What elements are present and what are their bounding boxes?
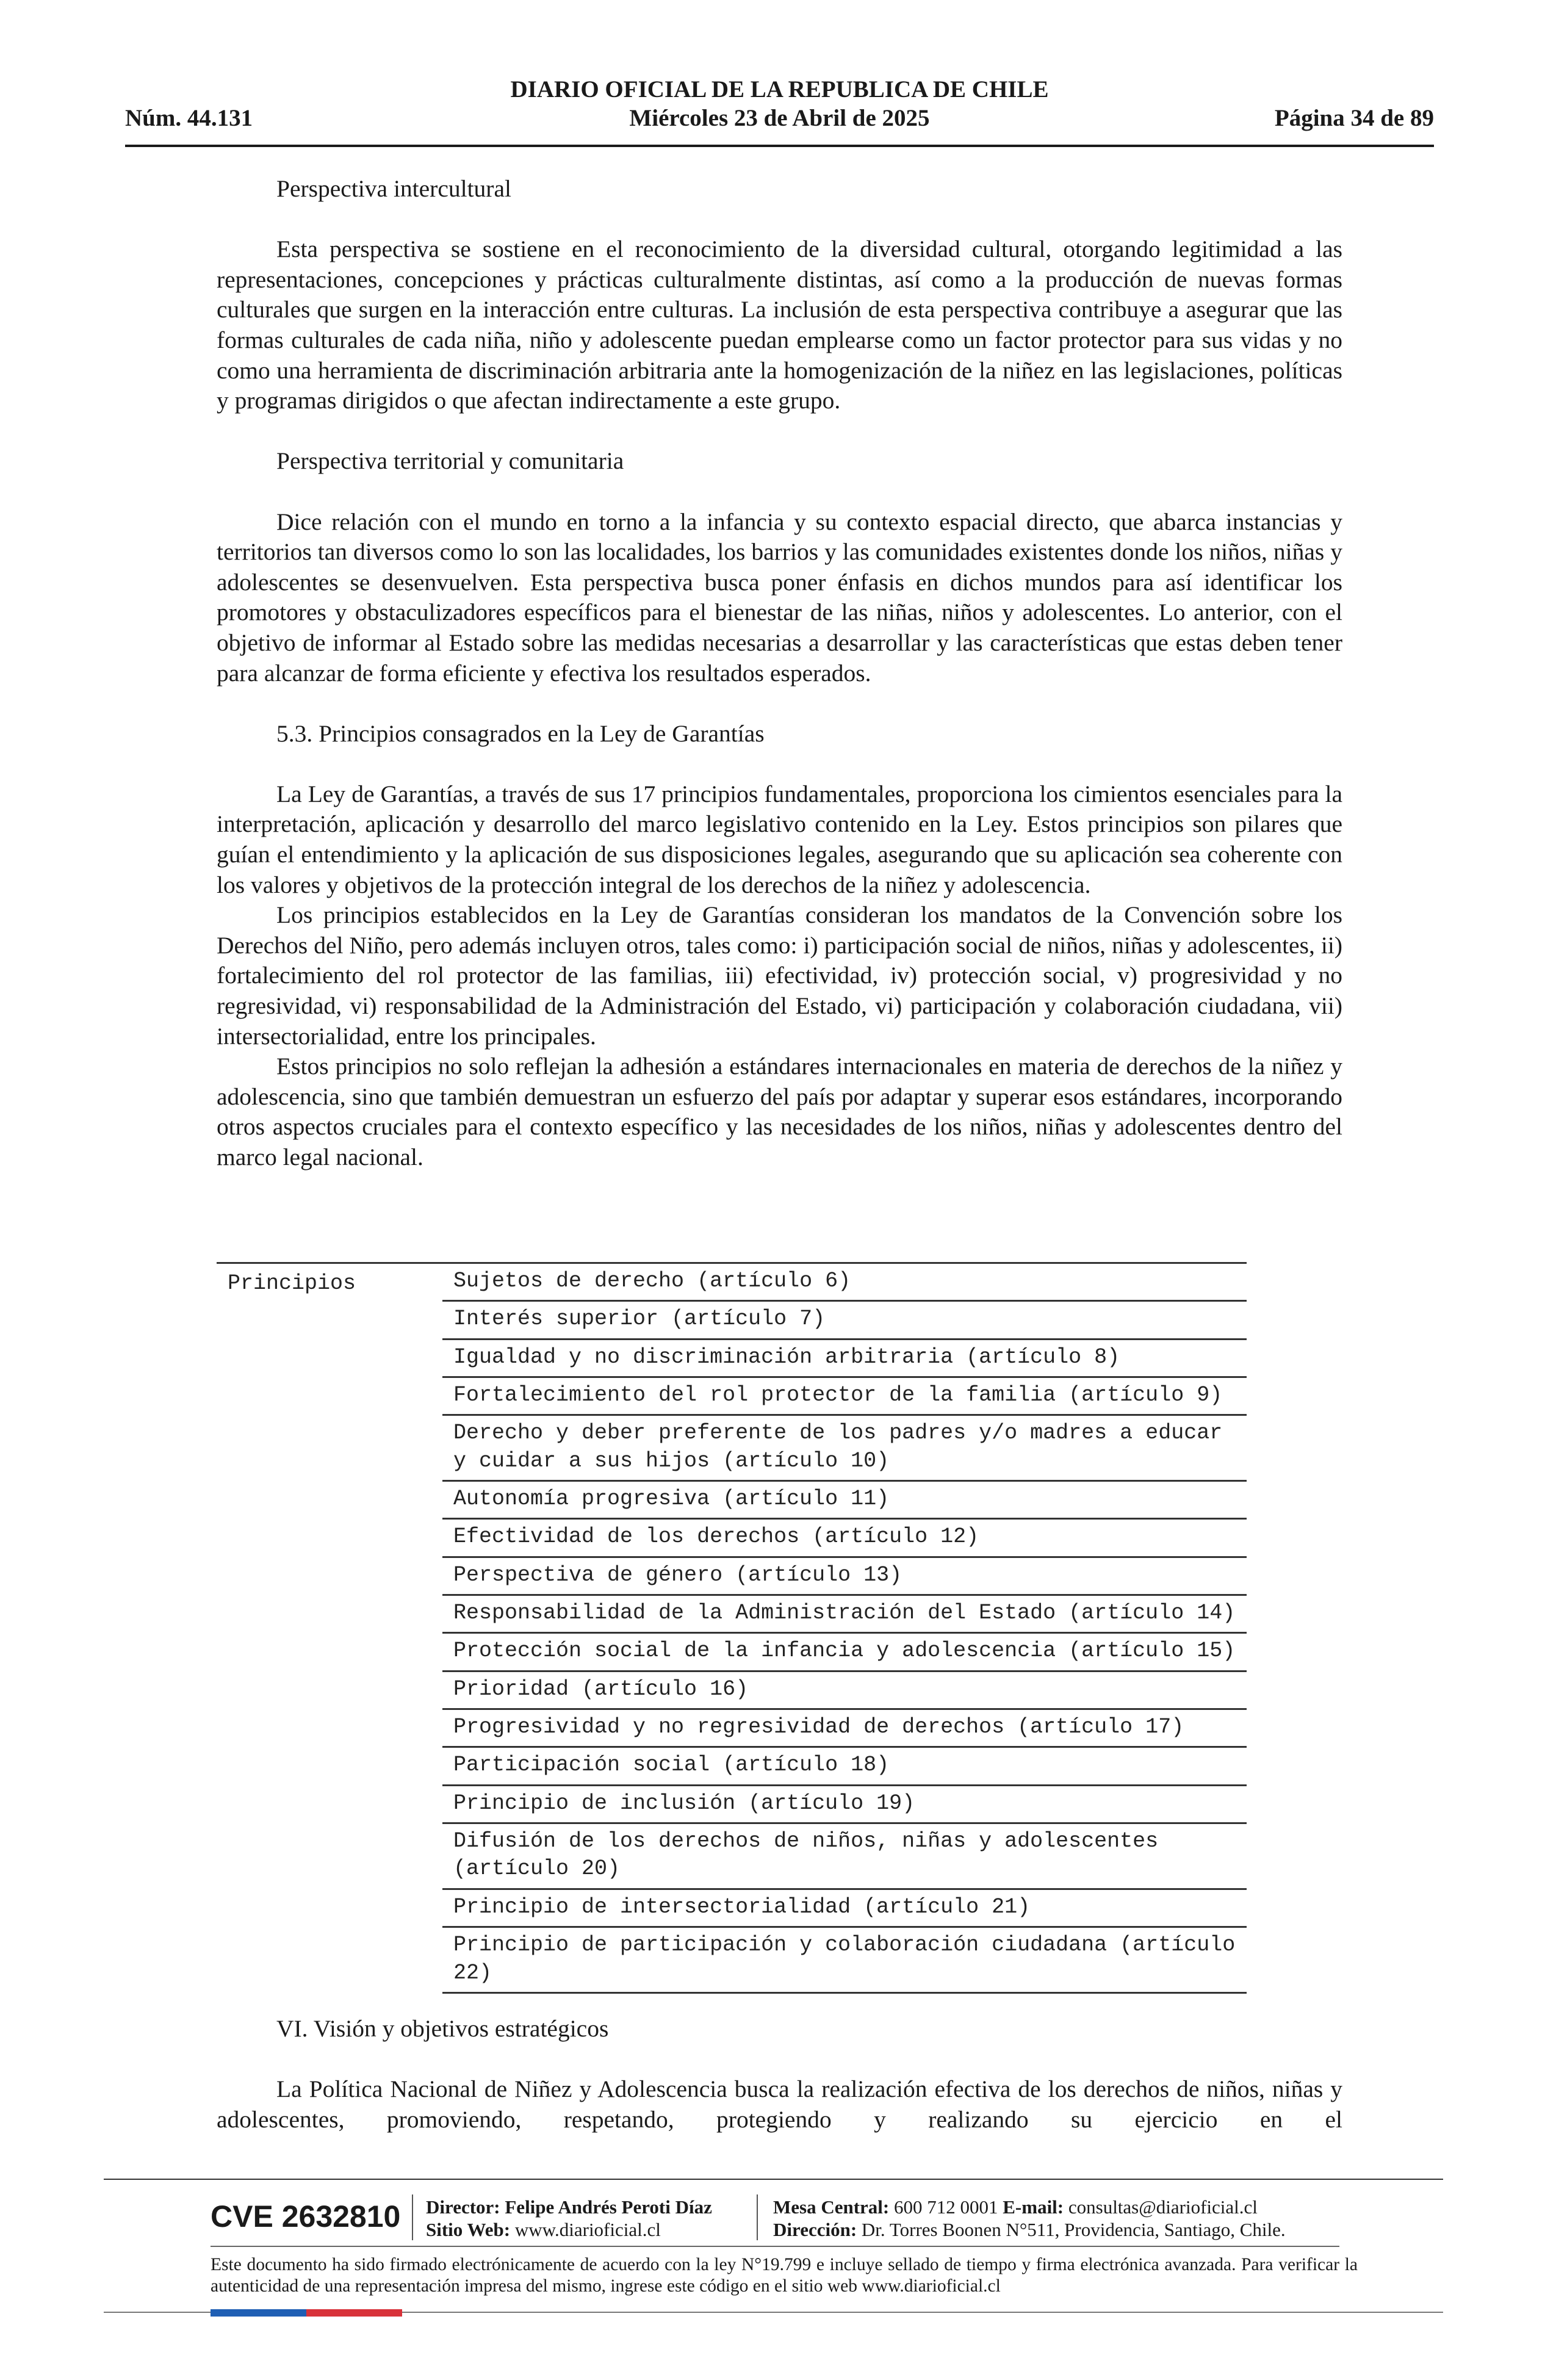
- table-row: Autonomía progresiva (artículo 11): [442, 1482, 1247, 1520]
- table-row: Responsabilidad de la Administración del Estado (artículo 14): [442, 1596, 1247, 1634]
- paragraph-principios-1: La Ley de Garantías, a través de sus 17 principios fundamentales, proporciona los cimientos esenciales para la interpretación, aplicación y desarrollo del marco legislativo contenido en la Ley. Estos principios son pilares que guían el entendimiento y la aplicación de sus disposiciones legales, asegurando que su aplicación sea coherente con los valores y objetivos de la protección integral de los derechos de la niñez y adolescencia.: [217, 780, 1342, 898]
- table-row: Fortalecimiento del rol protector de la familia (artículo 9): [442, 1378, 1247, 1416]
- mesa-phone: 600 712 0001: [894, 2196, 998, 2218]
- email-link[interactable]: consultas@diarioficial.cl: [1068, 2196, 1258, 2218]
- table-row: Derecho y deber preferente de los padres y/o madres a educar y cuidar a sus hijos (artículo 10): [442, 1416, 1247, 1482]
- heading-intercultural: Perspectiva intercultural: [276, 175, 511, 202]
- address-label: Dirección:: [773, 2219, 857, 2240]
- director-label: Director:: [426, 2196, 500, 2218]
- issue-number: Núm. 44.131: [125, 105, 253, 131]
- table-row: Sujetos de derecho (artículo 6): [442, 1264, 1247, 1302]
- table-row: Prioridad (artículo 16): [442, 1672, 1247, 1710]
- table-rows: [442, 1264, 1247, 1994]
- heading-territorial: Perspectiva territorial y comunitaria: [276, 447, 624, 475]
- table-row: Difusión de los derechos de niños, niñas y adolescentes (artículo 20): [442, 1824, 1247, 1890]
- signature-note: Este documento ha sido firmado electrónicamente de acuerdo con la ley N°19.799 e incluye sellado de tiempo y firma electrónica avanzada. Para verificar la autenticidad de una representación impresa del mismo, ingrese este código en el sitio web www.diarioficial.cl: [211, 2255, 1358, 2296]
- table-row: Interés superior (artículo 7): [442, 1302, 1247, 1340]
- address-value: Dr. Torres Boonen N°511, Providencia, Santiago, Chile.: [861, 2219, 1286, 2240]
- footer-director-block: [426, 2196, 712, 2241]
- heading-principios: 5.3. Principios consagrados en la Ley de Garantías: [276, 719, 765, 747]
- paragraph-principios-2: Los principios establecidos en la Ley de Garantías consideran los mandatos de la Convención sobre los Derechos del Niño, pero además incluyen otros, tales como: i) participación social de niños, niñas y adolescentes, ii) fortalecimiento del rol protector de las familias, iii) efectividad, iv) protección social, v) progresividad y no regresividad, vi) responsabilidad de la Administración del Estado, vi) participación y colaboración ciudadana, vii) intersectorialidad, entre los principales.: [217, 901, 1342, 1050]
- flag-stripe-blue: [211, 2309, 306, 2317]
- paragraph-territorial: Dice relación con el mundo en torno a la infancia y su contexto espacial directo, que abarca instancias y territorios tan diversos como lo son las localidades, los barrios y las comunidades existentes donde los niños, niñas y adolescentes se desenvuelven. Esta perspectiva busca poner énfasis en dichos mundos para así identificar los promotores y obstaculizadores específicos para el bienestar de las niñas, niños y adolescentes. Lo anterior, con el objetivo de informar al Estado sobre las medidas necesarias a desarrollar y las características que estas deben tener para alcanzar de forma eficiente y efectiva los resultados esperados.: [217, 508, 1342, 687]
- issue-date: Miércoles 23 de Abril de 2025: [629, 105, 930, 131]
- footer-mid-rule: [211, 2246, 1339, 2247]
- cve-code: CVE 2632810: [211, 2199, 401, 2234]
- page-header: [125, 76, 1434, 147]
- table-row: Principio de intersectorialidad (artículo 21): [442, 1890, 1247, 1928]
- site-label: Sitio Web:: [426, 2219, 511, 2240]
- mesa-label: Mesa Central:: [773, 2196, 890, 2218]
- site-link[interactable]: www.diarioficial.cl: [514, 2219, 661, 2240]
- paragraph-vision: La Política Nacional de Niñez y Adolescencia busca la realización efectiva de los derechos de niños, niñas y adolescentes, promoviendo, respetando, protegiendo y realizando su ejercicio en el: [217, 2075, 1342, 2133]
- table-row: Participación social (artículo 18): [442, 1748, 1247, 1786]
- page-footer: [104, 2179, 1443, 2319]
- document-body: [217, 174, 1342, 1173]
- heading-vision: VI. Visión y objetivos estratégicos: [276, 2015, 609, 2042]
- table-row: Perspectiva de género (artículo 13): [442, 1558, 1247, 1596]
- footer-separator: [757, 2194, 758, 2240]
- footer-top-rule: [104, 2179, 1443, 2180]
- table-row: Principio de participación y colaboración ciudadana (artículo 22): [442, 1928, 1247, 1994]
- flag-stripe-red: [306, 2309, 402, 2317]
- footer-separator: [412, 2194, 413, 2240]
- table-row: Igualdad y no discriminación arbitraria (artículo 8): [442, 1340, 1247, 1378]
- director-name: Felipe Andrés Peroti Díaz: [505, 2196, 712, 2218]
- table-row: Efectividad de los derechos (artículo 12): [442, 1520, 1247, 1557]
- vision-section: [217, 2014, 1342, 2135]
- paragraph-intercultural: Esta perspectiva se sostiene en el reconocimiento de la diversidad cultural, otorgando legitimidad a las representaciones, concepciones y prácticas culturalmente distintas, así como a la producción de nuevas formas culturales que surgen en la interacción entre culturas. La inclusión de esta perspectiva contribuye a asegurar que las formas culturales de cada niña, niño y adolescente puedan emplearse como un factor protector para sus vidas y no como una herramienta de discriminación arbitraria ante la homogenización de la niñez en las legislaciones, políticas y programas dirigidos o que afectan indirectamente a este grupo.: [217, 236, 1342, 414]
- table-row: Protección social de la infancia y adolescencia (artículo 15): [442, 1634, 1247, 1671]
- email-label: E-mail:: [1003, 2196, 1064, 2218]
- footer-contact-block: [773, 2196, 1286, 2241]
- table-row: Principio de inclusión (artículo 19): [442, 1786, 1247, 1824]
- page-number: Página 34 de 89: [1274, 105, 1434, 131]
- publication-title: DIARIO OFICIAL DE LA REPUBLICA DE CHILE: [510, 76, 1049, 103]
- paragraph-principios-3: Estos principios no solo reflejan la adhesión a estándares internacionales en materia de derechos de la niñez y adolescencia, sino que también demuestran un esfuerzo del país por adaptar y superar esos estándares, incorporando otros aspectos cruciales para el contexto específico y las necesidades de los niños, niñas y adolescentes dentro del marco legal nacional.: [217, 1053, 1342, 1170]
- table-row: Progresividad y no regresividad de derechos (artículo 17): [442, 1710, 1247, 1748]
- table-row-header: Principios: [228, 1271, 356, 1296]
